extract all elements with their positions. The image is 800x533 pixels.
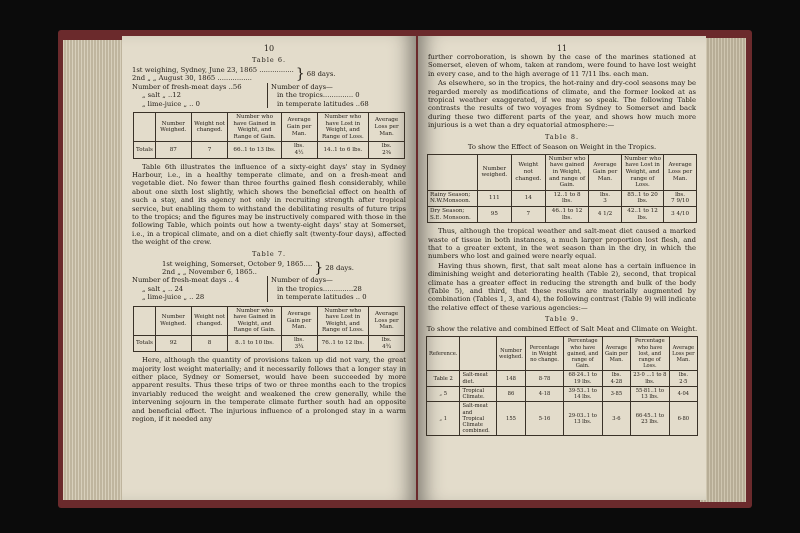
- table-row: „ 1 Salt-meat and Tropical Climate combined. 155 5·16 29·03..1 to 13 lbs. 3·6 66·45..1 to 23 lbs. 6·80: [427, 402, 698, 436]
- paragraph: further corroboration, is shown by the case of the marines stationed at Somerset, eleven of whom, taken at random, were found to have lost weight in every case, and to the high average of 11 7/11 lbs. each man. As elsewhere, so in the tropics, the hot-rainy and dry-cool seasons may be regarded merely as modifications of climate, and the former looked at as tropical weather exaggerated, if we may so speak. The following Table contrasts the results of two voyages from Sydney to Somerset and back during these two different parts of the year, and shows how much more injurious is a wet than a dry equatorial atmosphere:—: [428, 53, 696, 130]
- paragraph: Table 6th illustrates the influence of a sixty-eight days' stay in Sydney Harbour, i.e., in a healthy temperate climate, and on a fresh-meat and vegetable diet. No fewer than three fourths gained flesh considerably, while about one sixth lost slightly, which shows the beneficial effect on health of such a stay, and its agency not only in recruiting strength after tropical service, but enabling them to withstand the debilitating results of future trips to the tropics; and the figures may be instructively compared with those in the following Table, which points out how a twenty-eight days' stay at Somerset, i.e., in a tropical climate, and on a diet chiefly salt (twenty-four days), affected the weight of the crew.: [132, 162, 406, 247]
- table-row: Totals 92 8 8..1 to 10 lbs. lbs. 3¾ 76..1 to 12 lbs. lbs. 4¾: [134, 336, 405, 352]
- right-page: [418, 36, 706, 500]
- table-6-caption: Table 6.: [251, 56, 287, 64]
- table-9: Reference. Number weighed. Percentage in Weight no change. Percentage who have gained, and range of Gain. Average Gain per Man. Percentage who have lost, and range of Loss. Average Loss per Man. Table 2 Salt-meat diet. 148 8·78 68·24..1 to 19 lbs. lbs. 4·28 23·0 ...1 to 8 lbs. lbs. 2·5 „ 5 Tropical Climate. 86 4·18 39·53..1 to 14 lbs. 3·85 55·81..1 to 13 lbs. 4·04 „ 1 Salt-meat and Tropical Climate combined. 155 5·16 29·03..1 to 13 lbs. 3·6 66·45..1 to 23 lbs. 6·80: [426, 336, 698, 436]
- table-row: Rainy Season; N.W.Monsoon. 111 14 12..1 to 8 lbs. lbs. 3 85..1 to 20 lbs. lbs. 7 9/10: [428, 190, 697, 206]
- paragraph: Here, although the quantity of provisions taken up did not vary, the great majority lost weight materially; and it necessarily follows that a longer stay in either place, Sydney or Somerset, would have been succeeded by more apparent results. Thus these trips of two or three months each to the tropics invariably reduced the weight and weakened the crew generally, while the intervening sojourn in the temperate climate further south had an opposite and beneficial effect. The injurious influence of a prolonged stay in a warm region, if it needed any: [132, 356, 406, 424]
- table-row: Totals 87 7 66..1 to 13 lbs. lbs. 4½ 14..1 to 6 lbs. lbs. 2⅜: [134, 142, 405, 158]
- table-7-weighings: 1st weighing, Somerset, October 9, 1865.... 2nd „ „ November 6, 1865.. } 28 days.: [162, 259, 354, 277]
- table-8-caption: Table 8.: [544, 132, 580, 141]
- table-6-summary: Number of fresh-meat days ..56 „ salt „ ..12 „ lime-juice „ .. 0 Number of days— in the tropics.............. 0 in temperate latitudes ..68: [132, 83, 406, 108]
- table-8-title: To show the Effect of Season on Weight in the Tropics.: [467, 142, 657, 151]
- table-7-summary: Number of fresh-meat days .. 4 „ salt „ .. 24 „ lime-juice „ .. 28 Number of days— in the tropics..............28 in temperate latitudes .. 0: [132, 276, 406, 301]
- paragraph: Thus, although the tropical weather and salt-meat diet caused a marked waste of tissue in both instances, a much larger proportion lost flesh, and that to a greater extent, in the wet season than in the dry, in which the numbers who lost and gained were nearly equal. Having thus shown, first, that salt meat alone has a certain influence in diminishing weight and deteriorating health (Table 2), second, that tropical climate has a greater effect in reducing the strength and bulk of the body (Table 5), and third, that these results are materially augmented by combination (Tables 1, 3, and 4), the following contrast (Table 9) will indicate the relative effect of these various agencies:—: [428, 227, 696, 312]
- page-number: 11: [556, 44, 568, 53]
- table-row: Dry Season; S.E. Monsoon. 95 7 46..1 to 12 lbs. 4 1/2 42..1 to 12 lbs. 3 4/10: [428, 207, 697, 223]
- left-page: [122, 36, 416, 500]
- table-6-weighings: 1st weighing, Sydney, June 23, 1865 ................ 2nd „ „ August 30, 1865 ................ } 68 days.: [132, 66, 336, 83]
- right-page-edges: [700, 38, 746, 502]
- page-number: 10: [263, 44, 275, 53]
- table-9-title: To show the relative and combined Effect of Salt Meat and Climate on Weight.: [426, 325, 698, 334]
- table-9-caption: Table 9.: [544, 315, 580, 324]
- table-6: Number Weighed. Weight not changed. Number who have Gained in Weight, and Range of Gain. Average Gain per Man. Number who have Lost in Weight, and Range of Loss. Average Loss per Man. Totals 87 7 66..1 to 13 lbs. lbs. 4½ 14..1 to 6 lbs. lbs. 2⅜: [133, 112, 405, 159]
- table-row: „ 5 Tropical Climate. 86 4·18 39·53..1 to 14 lbs. 3·85 55·81..1 to 13 lbs. 4·04: [427, 386, 698, 401]
- table-7-caption: Table 7.: [251, 249, 287, 258]
- table-row: Table 2 Salt-meat diet. 148 8·78 68·24..1 to 19 lbs. lbs. 4·28 23·0 ...1 to 8 lbs. lbs. 2·5: [427, 371, 698, 386]
- table-7: Number Weighed. Weight not changed. Number who have Gained in Weight, and Range of Gain. Average Gain per Man. Number who have Lost in Weight, and Range of Loss. Average Loss per Man. Totals 92 8 8..1 to 10 lbs. lbs. 3¾ 76..1 to 12 lbs. lbs. 4¾: [133, 306, 405, 353]
- table-8: Number weighed. Weight not changed. Number who have gained in Weight, and range of Gain. Average Gain per Man. Number who have Lost in Weight, and range of Loss. Average Loss per Man. Rainy Season; N.W.Monsoon. 111 14 12..1 to 8 lbs. lbs. 3 85..1 to 20 lbs. lbs. 7 9/10 Dry Season; S.E. Monsoon. 95 7 46..1 to 12 lbs. 4 1/2 42..1 to 12 lbs. 3 4/10: [427, 154, 697, 223]
